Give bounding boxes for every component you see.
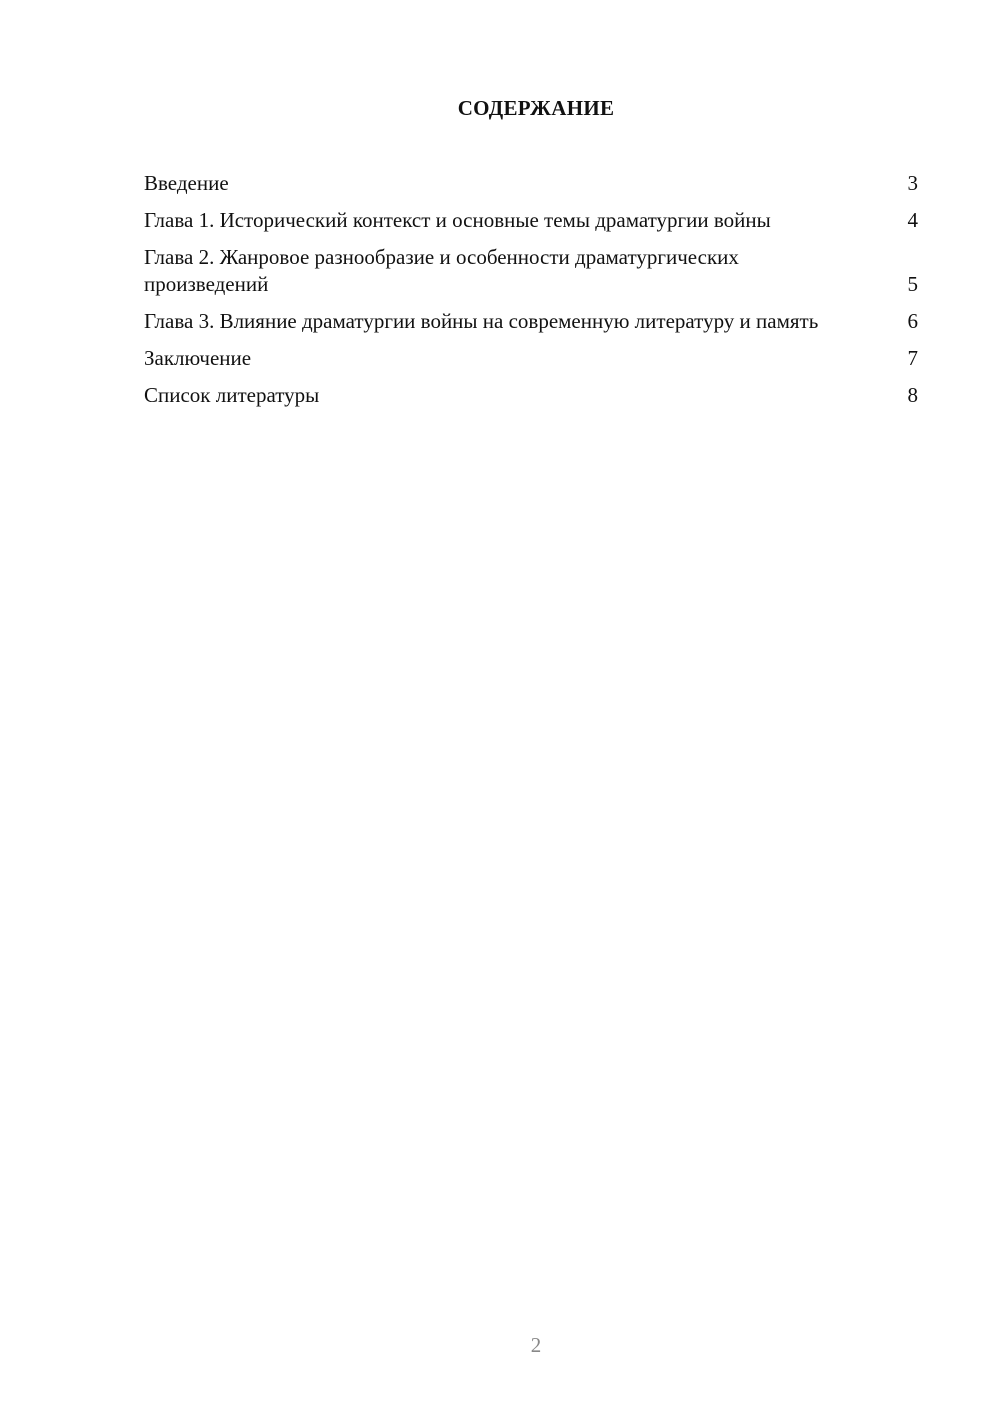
table-of-contents [144, 170, 920, 419]
toc-item-label: Глава 3. Влияние драматургии войны на современную литературу и память [144, 309, 819, 333]
toc-item-page: 8 [907, 383, 918, 407]
toc-item-introduction[interactable] [144, 170, 920, 197]
toc-item-label: Глава 2. Жанровое разнообразие и особенности драматургических произведений [144, 245, 739, 296]
toc-item-chapter-2[interactable] [144, 244, 920, 298]
toc-item-label: Заключение [144, 346, 252, 370]
toc-item-chapter-1[interactable] [144, 207, 920, 234]
toc-item-page: 6 [907, 309, 918, 333]
toc-item-page: 7 [907, 346, 918, 370]
toc-item-page: 4 [907, 208, 918, 232]
toc-item-label: Введение [144, 171, 229, 195]
toc-item-page: 3 [907, 171, 918, 195]
toc-item-conclusion[interactable] [144, 345, 920, 372]
toc-item-references[interactable] [144, 382, 920, 409]
toc-item-chapter-3[interactable] [144, 308, 920, 335]
toc-title: СОДЕРЖАНИЕ [457, 96, 615, 120]
toc-item-label: Список литературы [144, 383, 320, 407]
page-number: 2 [530, 1333, 542, 1357]
toc-item-page: 5 [907, 272, 918, 296]
toc-item-label: Глава 1. Исторический контекст и основные темы драматургии войны [144, 208, 771, 232]
